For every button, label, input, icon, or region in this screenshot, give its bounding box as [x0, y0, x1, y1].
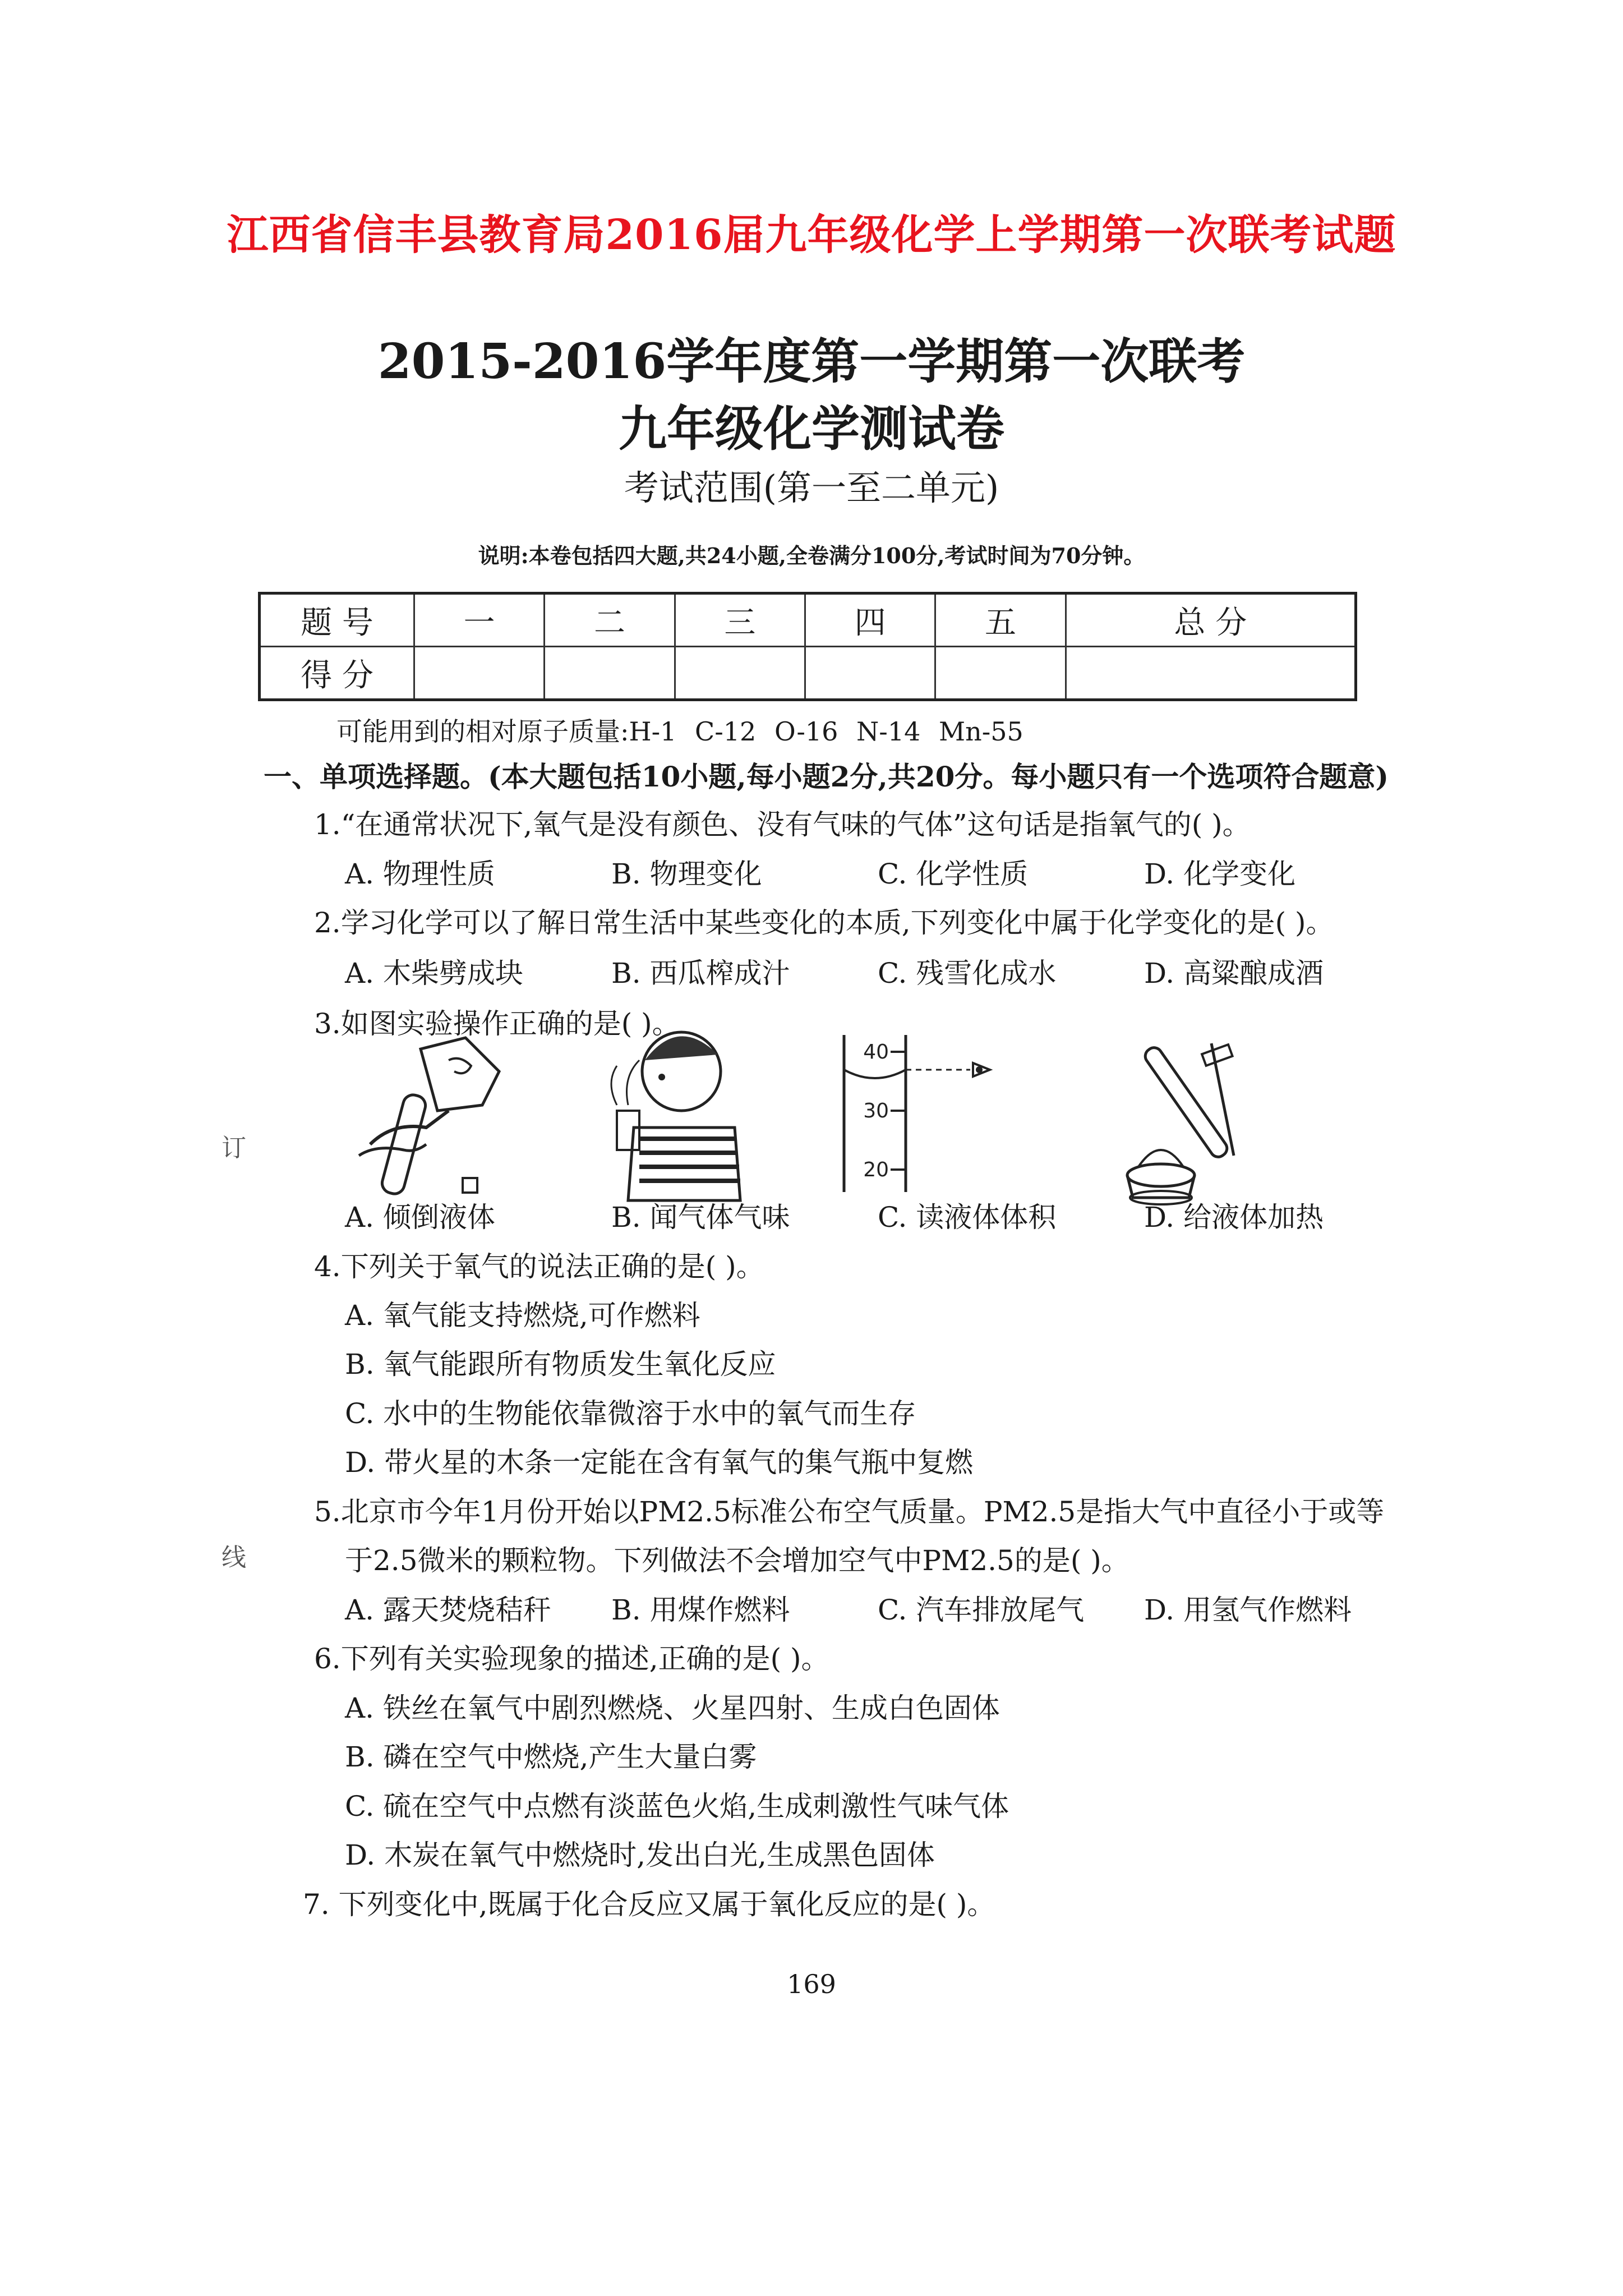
question-6-stem: 6.下列有关实验现象的描述,正确的是( )。: [314, 1642, 829, 1675]
score-table-col-5: 五: [935, 593, 1066, 647]
q3-option-d[interactable]: D. 给液体加热: [1144, 1201, 1324, 1234]
q5-option-b[interactable]: B. 用煤作燃料: [611, 1594, 790, 1626]
score-table-col-2: 二: [545, 593, 675, 647]
score-cell[interactable]: [805, 647, 935, 700]
q4-option-b[interactable]: B. 氧气能跟所有物质发生氧化反应: [345, 1348, 776, 1381]
score-table-header-row: [260, 593, 1356, 647]
q4-option-c[interactable]: C. 水中的生物能依靠微溶于水中的氧气而生存: [345, 1397, 916, 1430]
cylinder-tick-40: 40: [863, 1041, 889, 1064]
binding-mark-xian: 线: [222, 1543, 246, 1572]
graduated-cylinder-figure: [830, 1029, 1009, 1198]
q5-option-a[interactable]: A. 露天焚烧秸秆: [345, 1594, 551, 1626]
question-5-stem-line2: 于2.5微米的颗粒物。下列做法不会增加空气中PM2.5的是( )。: [345, 1544, 1129, 1577]
score-table-col-4: 四: [805, 593, 935, 647]
score-cell[interactable]: [545, 647, 675, 700]
q6-option-d[interactable]: D. 木炭在氧气中燃烧时,发出白光,生成黑色固体: [345, 1839, 935, 1871]
atomic-masses: 可能用到的相对原子质量:H-1 C-12 O-16 N-14 Mn-55: [336, 716, 1023, 747]
question-2-stem: 2.学习化学可以了解日常生活中某些变化的本质,下列变化中属于化学变化的是( )。: [314, 907, 1334, 939]
score-table-col-1: 一: [414, 593, 545, 647]
q2-option-c[interactable]: C. 残雪化成水: [878, 957, 1057, 990]
q5-option-c[interactable]: C. 汽车排放尾气: [878, 1594, 1085, 1626]
page-number: 169: [787, 1969, 836, 1999]
cylinder-tick-30: 30: [863, 1099, 889, 1122]
question-2-options: [345, 951, 1410, 991]
score-table-col-3: 三: [675, 593, 805, 647]
q2-option-a[interactable]: A. 木柴劈成块: [345, 957, 523, 990]
exam-description: 说明:本卷包括四大题,共24小题,全卷满分100分,考试时间为70分钟。: [478, 543, 1145, 568]
question-7-stem: 7. 下列变化中,既属于化合反应又属于氧化反应的是( )。: [303, 1888, 995, 1921]
score-table-col-total: 总 分: [1066, 593, 1355, 647]
q2-option-d[interactable]: D. 高粱酿成酒: [1144, 957, 1324, 990]
q4-option-a[interactable]: A. 氧气能支持燃烧,可作燃料: [345, 1299, 700, 1332]
q3-option-a[interactable]: A. 倾倒液体: [345, 1201, 495, 1234]
heating-liquid-figure: [1094, 1027, 1262, 1206]
score-table-row2-label: 得 分: [260, 647, 414, 700]
smelling-gas-figure: [583, 1027, 751, 1206]
q6-option-c[interactable]: C. 硫在空气中点燃有淡蓝色火焰,生成刺激性气味气体: [345, 1790, 1009, 1823]
question-1-stem: 1.“在通常状况下,氧气是没有颜色、没有气味的气体”这句话是指氧气的( )。: [314, 808, 1251, 841]
q1-option-c[interactable]: C. 化学性质: [878, 858, 1029, 890]
score-cell[interactable]: [1066, 647, 1355, 700]
q3-option-c[interactable]: C. 读液体体积: [878, 1201, 1057, 1234]
question-1-options: [345, 852, 1410, 892]
score-cell[interactable]: [935, 647, 1066, 700]
document-source-title: 江西省信丰县教育局2016届九年级化学上学期第一次联考试题: [227, 211, 1396, 259]
score-table-row1-label: 题 号: [260, 593, 414, 647]
score-table-score-row: [260, 647, 1356, 700]
score-table: [258, 592, 1357, 701]
q4-option-d[interactable]: D. 带火星的木条一定能在含有氧气的集气瓶中复燃: [345, 1446, 974, 1479]
q6-option-a[interactable]: A. 铁丝在氧气中剧烈燃烧、火星四射、生成白色固体: [345, 1692, 1000, 1724]
q1-option-b[interactable]: B. 物理变化: [611, 858, 762, 890]
score-cell[interactable]: [414, 647, 545, 700]
exam-title-line2: 九年级化学测试卷: [619, 401, 1004, 457]
cylinder-tick-20: 20: [863, 1158, 889, 1181]
binding-mark-ding: 订: [222, 1134, 246, 1162]
q6-option-b[interactable]: B. 磷在空气中燃烧,产生大量白雾: [345, 1741, 757, 1773]
q5-option-d[interactable]: D. 用氢气作燃料: [1144, 1594, 1352, 1626]
question-5-options: [345, 1588, 1410, 1628]
exam-title-line1: 2015-2016学年度第一学期第一次联考: [377, 333, 1246, 390]
section-1-heading: 一、单项选择题。(本大题包括10小题,每小题2分,共20分。每小题只有一个选项符合题意): [264, 760, 1389, 793]
question-3-stem: 3.如图实验操作正确的是( )。: [314, 1007, 680, 1040]
question-3-options: [345, 1195, 1410, 1235]
q3-option-b[interactable]: B. 闻气体气味: [611, 1201, 790, 1234]
pouring-liquid-figure: [336, 1027, 527, 1206]
q1-option-a[interactable]: A. 物理性质: [345, 858, 495, 890]
q1-option-d[interactable]: D. 化学变化: [1144, 858, 1296, 890]
q2-option-b[interactable]: B. 西瓜榨成汁: [611, 957, 790, 990]
question-5-stem-line1: 5.北京市今年1月份开始以PM2.5标准公布空气质量。PM2.5是指大气中直径小于或等: [314, 1496, 1385, 1528]
exam-scope: 考试范围(第一至二单元): [624, 467, 999, 508]
question-4-stem: 4.下列关于氧气的说法正确的是( )。: [314, 1250, 764, 1283]
score-cell[interactable]: [675, 647, 805, 700]
